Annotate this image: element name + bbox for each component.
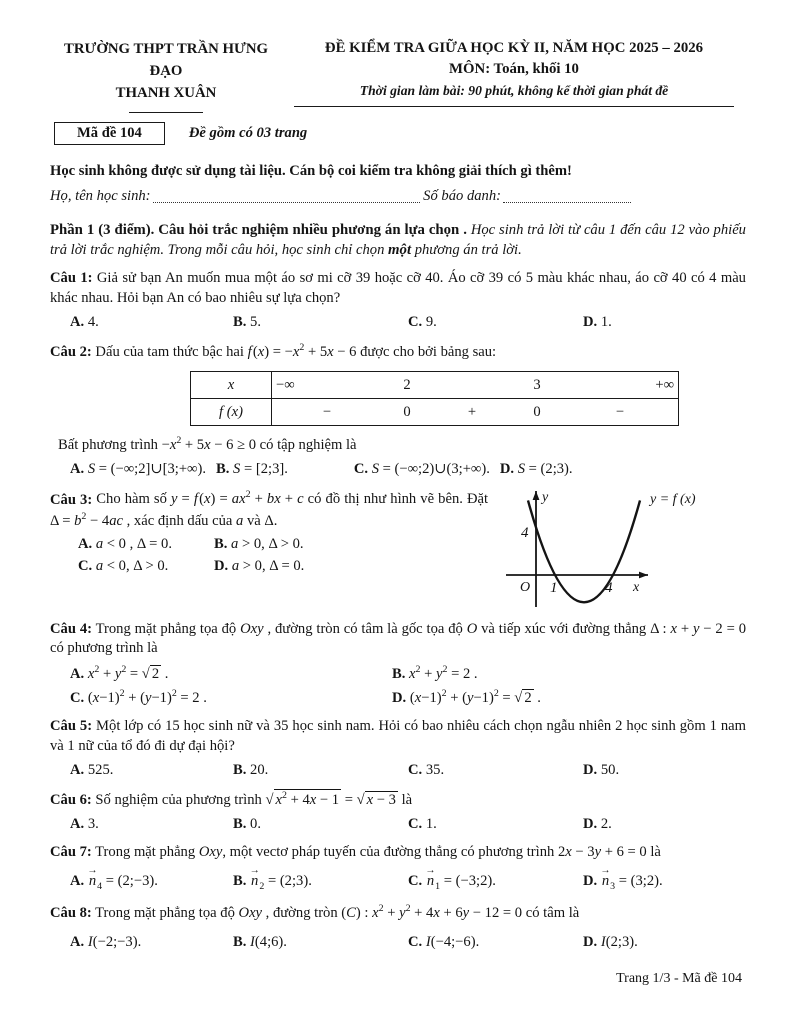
q7-number: Câu 7: [50, 844, 92, 861]
school-name-line2: THANH XUÂN [115, 85, 217, 102]
question-3 [50, 489, 746, 611]
x-tick-4-label: 4 [605, 579, 613, 596]
sign-table-x-label: x [191, 372, 272, 399]
q6-option-b: B. 0. [233, 816, 261, 833]
sign-zero-2: 0 [512, 399, 562, 426]
question-6 [50, 789, 746, 834]
school-block [50, 38, 282, 113]
q2-option-a: A. S = (−∞;2]∪[3;+∞). [70, 461, 206, 478]
x-axis-label: x [633, 579, 640, 595]
q3-text-block [50, 489, 498, 577]
q6-options [50, 815, 746, 834]
exam-title: ĐỀ KIỂM TRA GIỮA HỌC KỲ II, NĂM HỌC 2025 – 2026 [324, 40, 704, 56]
header-right-rule [294, 106, 735, 107]
q8-option-d: D. I(2;3). [583, 933, 638, 950]
question-4 [50, 620, 746, 709]
q4-number: Câu 4: [50, 620, 92, 637]
sign-zero-1: 0 [382, 399, 432, 426]
sign-table-neg-inf: −∞ [276, 376, 295, 393]
q1-number: Câu 1: [50, 270, 93, 287]
q3-option-c: C. a < 0, Δ > 0. [78, 558, 169, 575]
question-7 [50, 843, 746, 892]
page-footer: Trang 1/3 - Mã đề 104 [616, 970, 742, 986]
q7-option-a: A. $n \to_4$ = (2;−3). [70, 872, 233, 893]
student-name-dotted-line [153, 202, 421, 203]
q1-option-a: A. 4. [70, 313, 99, 330]
q3-options [50, 535, 488, 577]
header-left-rule [129, 112, 203, 113]
duration-line: Thời gian làm bài: 90 phút, không kể thời gian phát đề [359, 82, 669, 98]
q8-option-b: B. I(4;6). [233, 933, 287, 950]
q6-option-c: C. 1. [408, 816, 437, 833]
sign-table-root-3: 3 [533, 376, 541, 393]
header [50, 38, 746, 113]
sign-table-pos-inf: +∞ [655, 376, 674, 393]
sign-2: + [432, 399, 512, 426]
x-tick-1-label: 1 [550, 579, 558, 596]
x-axis-arrow [639, 571, 648, 578]
student-name-label: Họ, tên học sinh: [50, 188, 151, 205]
q2-after-text: Bất phương trình $-x^2 + 5x - 6 \ge 0$ có tập nghiệm là [58, 435, 357, 454]
q7-options [50, 872, 746, 893]
q5-option-a: A. 525. [70, 761, 114, 778]
q3-parabola-graph [498, 485, 746, 611]
q5-option-b: B. 20. [233, 761, 269, 778]
q4-option-c: C. $(x-1)^2 + (y-1)^2 = 2$ . [70, 688, 207, 707]
q2-option-c: C. S = (−∞;2)∪(3;+∞). [353, 461, 490, 478]
sign-table-root-2: 2 [403, 376, 411, 393]
q7-option-d: D. $n \to_3$ = (3;2). [583, 872, 746, 893]
y-axis-arrow [533, 491, 540, 500]
q3-option-a: A. a < 0 , Δ = 0. [78, 535, 172, 552]
q3-option-d: D. a > 0, Δ = 0. [214, 558, 305, 575]
q2-option-b: B. S = [2;3]. [215, 461, 288, 478]
q3-number: Câu 3: [50, 491, 93, 508]
question-5 [50, 717, 746, 780]
q6-option-a: A. 3. [70, 816, 99, 833]
q6-number: Câu 6: [50, 791, 92, 808]
exam-title-block [282, 38, 746, 113]
exam-code-box: Mã đề 104 [54, 122, 165, 145]
sign-table-fx-label: f (x) [191, 399, 272, 426]
q8-options [50, 933, 746, 952]
q8-number: Câu 8: [50, 904, 92, 921]
q2-options [50, 460, 746, 479]
q5-text: Câu 5: Một lớp có 15 học sinh nữ và 35 học sinh nam. Hỏi có bao nhiêu cách chọn ngẫu nhiên 2 học sinh gồm 1 nam và 1 nữ của tổ đó đi dự đại hội? [50, 718, 747, 754]
q2-text: Câu 2: Dấu của tam thức bậc hai f $(x) = -x^2 + 5x - 6$ được cho bởi bảng sau: [50, 342, 497, 360]
sign-table [190, 371, 679, 426]
q4-text: Câu 4: Trong mặt phẳng tọa độ Oxy , đường tròn có tâm là gốc tọa độ O và tiếp xúc với đường thẳng Δ : x + y − 2 = 0 có phương trình là [50, 620, 746, 656]
curve-label: y = f (x) [650, 491, 696, 507]
q6-option-d: D. 2. [583, 816, 612, 833]
q5-option-c: C. 35. [408, 761, 445, 778]
subject-line: MÔN: Toán, khối 10 [449, 61, 579, 78]
question-2 [50, 341, 746, 479]
q8-text: Câu 8: Trong mặt phẳng tọa độ Oxy , đường tròn (C) : $x^2 + y^2 + 4x + 6y - 12 = 0$ có tâm là [50, 902, 580, 921]
q3-text: Câu 3: Cho hàm số y = f $(x) = ax^2$ + bx + c có đồ thị như hình vẽ bên. Đặt $\Delta = b^2 - 4ac$ , xác định dấu của a và Δ. [50, 489, 489, 529]
q5-options [50, 761, 746, 780]
q7-option-c: C. $n \to_1$ = (−3;2). [408, 872, 583, 893]
pages-note: Đề gồm có 03 trang [188, 124, 308, 141]
parabola-curve [528, 500, 640, 602]
q4-option-d: D. $(x-1)^2 + (y-1)^2$ = √ 2 . [392, 688, 541, 707]
student-id-dotted-line [503, 202, 631, 203]
q8-option-a: A. I(−2;−3). [70, 933, 142, 950]
question-1 [50, 269, 746, 332]
question-8 [50, 902, 746, 952]
sign-1: − [272, 399, 383, 426]
q4-options [50, 663, 746, 708]
q2-sign-table-wrap [190, 371, 746, 426]
q5-option-d: D. 50. [583, 761, 620, 778]
q7-option-b: B. $n \to_2$ = (2;3). [233, 872, 408, 893]
q6-text: Câu 6: Số nghiệm của phương trình √ $x^2 + 4x - 1$ = √ x − 3 là [50, 790, 413, 808]
q1-text: Câu 1: Giả sử bạn An muốn mua một áo sơ mi cỡ 39 hoặc cỡ 40. Áo cỡ 39 có 5 màu khác nhau, áo cỡ 40 có 4 màu khác nhau. Hỏi bạn An có bao nhiêu sự lựa chọn? [50, 270, 746, 306]
q1-option-d: D. 1. [583, 313, 612, 330]
y-intercept-label: 4 [521, 524, 529, 541]
sign-table-row-x [191, 372, 679, 399]
q1-options [50, 313, 746, 332]
q1-option-c: C. 9. [408, 313, 437, 330]
part1-instructions: Phần 1 (3 điểm). Câu hỏi trắc nghiệm nhiều phương án lựa chọn . Học sinh trả lời từ câu 1 đến câu 12 vào phiếu trả lời trắc nghiệm. Trong mỗi câu hỏi, học sinh chỉ chọn một phương án trả lời. [50, 222, 746, 258]
q7-text: Câu 7: Trong mặt phẳng Oxy, một vectơ pháp tuyến của đường thẳng có phương trình 2x − 3y + 6 = 0 là [50, 844, 661, 861]
q4-option-b: B. $x^2 + y^2 = 2$ . [392, 664, 478, 682]
q3-option-b: B. a > 0, Δ > 0. [214, 535, 304, 552]
sign-table-row-fx [191, 399, 679, 426]
q8-option-c: C. I(−4;−6). [408, 933, 480, 950]
q5-number: Câu 5: [50, 718, 93, 735]
q1-option-b: B. 5. [233, 313, 261, 330]
school-name-line1: TRƯỜNG THPT TRẦN HƯNG ĐẠO [63, 41, 269, 80]
q4-option-a: A. $x^2 + y^2$ = √ 2 . [70, 664, 169, 682]
student-id-label: Số báo danh: [423, 188, 501, 205]
q2-option-d: D. S = (2;3). [499, 461, 573, 478]
student-info-line [50, 187, 634, 206]
y-axis-label: y [542, 489, 549, 505]
sign-3: − [562, 399, 679, 426]
q2-number: Câu 2: [50, 343, 92, 360]
notice-line: Học sinh không được sử dụng tài liệu. Cán bộ coi kiểm tra không giải thích gì thêm! [50, 162, 572, 179]
exam-code-row [50, 122, 746, 145]
origin-label: O [520, 579, 531, 595]
